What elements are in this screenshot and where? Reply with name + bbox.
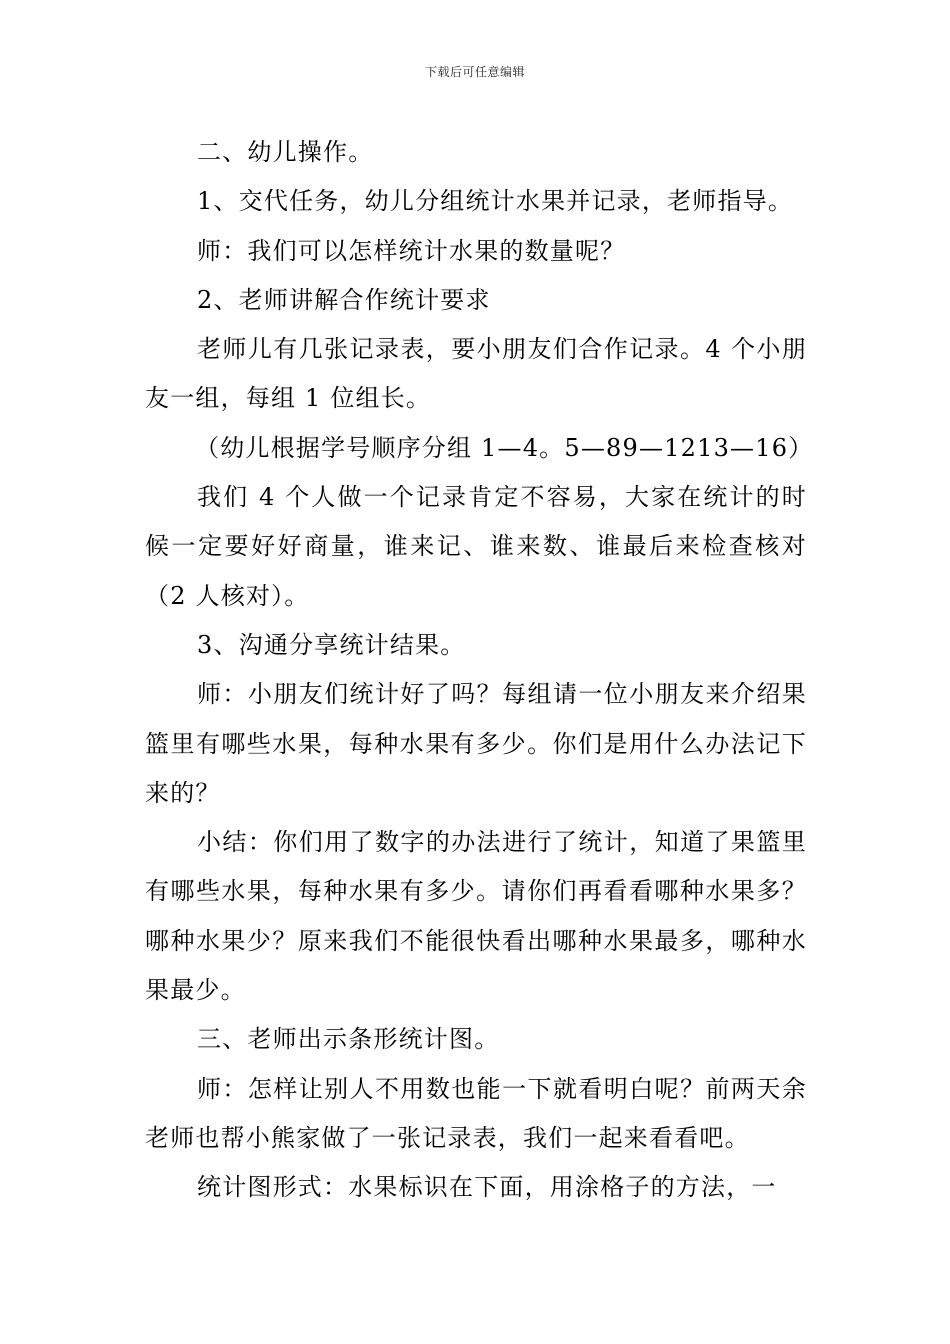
- paragraph-cooperation-requirements: 2、老师讲解合作统计要求: [197, 285, 491, 314]
- paragraph-section-three-heading: 三、老师出示条形统计图。: [197, 1025, 500, 1054]
- paragraph-chart-format: 统计图形式：水果标识在下面，用涂格子的方法，一: [197, 1173, 777, 1202]
- page-header: 下载后可任意编辑: [424, 65, 525, 79]
- paragraph-share-results: 3、沟通分享统计结果。: [197, 630, 466, 659]
- paragraph-task-assignment: 1、交代任务，幼儿分组统计水果并记录，老师指导。: [197, 187, 794, 216]
- document-body: [145, 128, 814, 1213]
- paragraph-teacher-asks-groups: 师：小朋友们统计好了吗？每组请一位小朋友来介绍果篮里有哪些水果，每种水果有多少。你们是用什么办法记下来的？: [145, 680, 807, 807]
- paragraph-teacher-question: 师：我们可以怎样统计水果的数量呢？: [197, 236, 626, 265]
- paragraph-record-sheets: 老师儿有几张记录表，要小朋友们合作记录。4 个小朋友一组，每组 1 位组长。: [145, 335, 807, 413]
- paragraph-teacher-bar-chart: 师：怎样让别人不用数也能一下就看明白呢？前两天余老师也帮小熊家做了一张记录表，我们一起来看看吧。: [145, 1074, 807, 1152]
- paragraph-section-two-heading: 二、幼儿操作。: [197, 138, 374, 166]
- paragraph-grouping-note: （幼儿根据学号顺序分组 1—4。5—89—1213—16）: [195, 433, 814, 462]
- paragraph-summary: 小结：你们用了数字的办法进行了统计，知道了果篮里有哪些水果，每种水果有多少。请你们再看看哪种水果多？哪种水果少？原来我们不能很快看出哪种水果最多，哪种水果最少。: [145, 828, 807, 1005]
- paragraph-group-discussion: 我们 4 个人做一个记录肯定不容易，大家在统计的时候一定要好好商量，谁来记、谁来数、谁最后来检查核对（2 人核对）。: [145, 483, 807, 610]
